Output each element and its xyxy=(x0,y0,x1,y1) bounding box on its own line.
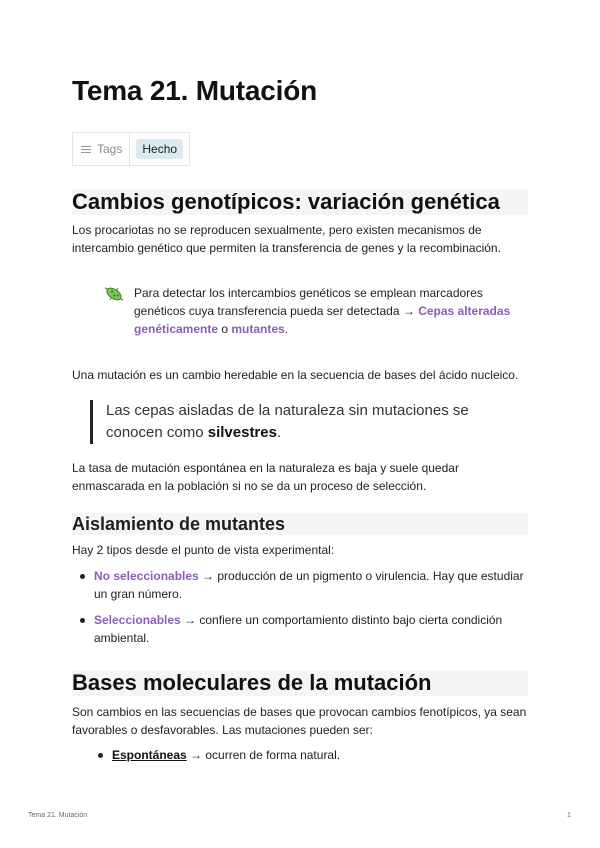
list-item xyxy=(72,567,528,603)
quote-bold: silvestres xyxy=(207,424,277,441)
microbe-icon xyxy=(102,284,126,304)
list-item xyxy=(90,746,510,764)
term-espontaneas: Espontáneas xyxy=(112,748,187,762)
link-cepas-alteradas[interactable]: Cepas alteradas genéticamente xyxy=(134,304,511,336)
section-heading-variacion xyxy=(72,189,528,215)
mutant-types-list xyxy=(72,567,528,647)
tags-property xyxy=(72,132,190,166)
quote-end: . xyxy=(276,424,282,441)
paragraph-types-intro: Hay 2 tipos desde el punto de vista experimental: xyxy=(72,543,335,557)
tags-property-label xyxy=(73,133,130,165)
list-item-text: → producción de un pigmento o virulencia. Hay que estudiar un gran número. xyxy=(94,569,524,601)
paragraph-mutation-rate: La tasa de mutación espontánea en la naturaleza es baja y suele quedar enmascarada en la población si no se da un proceso de selección. xyxy=(72,461,459,493)
page-title: Tema 21. Mutación xyxy=(72,75,318,106)
footer-title: Tema 21. Mutación xyxy=(28,812,88,819)
callout-end: . xyxy=(284,322,289,336)
quote-text: Las cepas aisladas de la naturaleza sin mutaciones se conocen como xyxy=(106,402,469,441)
quote-block xyxy=(90,400,526,444)
list-item-text: → confiere un comportamiento distinto bajo cierta condición ambiental. xyxy=(94,613,503,645)
paragraph-mutation-definition: Una mutación es un cambio heredable en la secuencia de bases del ácido nucleico. xyxy=(72,368,519,382)
paragraph-intro: Los procariotas no se reproducen sexualmente, pero existen mecanismos de intercambio genético que permiten la transferencia de genes y la recombinación. xyxy=(72,223,501,255)
callout-connector: o xyxy=(218,322,232,336)
callout-text-before: Para detectar los intercambios genéticos se emplean marcadores genéticos cuya transferencia pueda ser detectada → xyxy=(134,286,483,318)
list-item-text: → ocurren de forma natural. xyxy=(186,748,341,762)
tags-label: Tags xyxy=(97,142,123,156)
footer-page-number: 1 xyxy=(567,812,571,819)
paragraph-bases-intro: Son cambios en las secuencias de bases que provocan cambios fenotípicos, ya sean favorables o desfavorables. Las mutaciones pueden ser: xyxy=(72,705,527,737)
section-heading-bases-moleculares xyxy=(72,670,528,696)
callout-block xyxy=(102,284,522,338)
list-item xyxy=(72,611,528,647)
status-tag[interactable]: Hecho xyxy=(136,139,183,159)
section-heading-aislamiento: Aislamiento de mutantes xyxy=(72,513,528,535)
section-heading-text: Bases moleculares de la mutación xyxy=(72,670,432,695)
mutation-kinds-list xyxy=(90,746,510,764)
term-no-seleccionables[interactable]: No seleccionables xyxy=(94,569,199,583)
callout-text xyxy=(134,284,522,338)
section-heading-text: Cambios genotípicos: variación genética xyxy=(72,189,500,214)
link-mutantes[interactable]: mutantes xyxy=(231,322,285,336)
list-icon xyxy=(81,145,91,154)
term-seleccionables[interactable]: Seleccionables xyxy=(94,613,181,627)
